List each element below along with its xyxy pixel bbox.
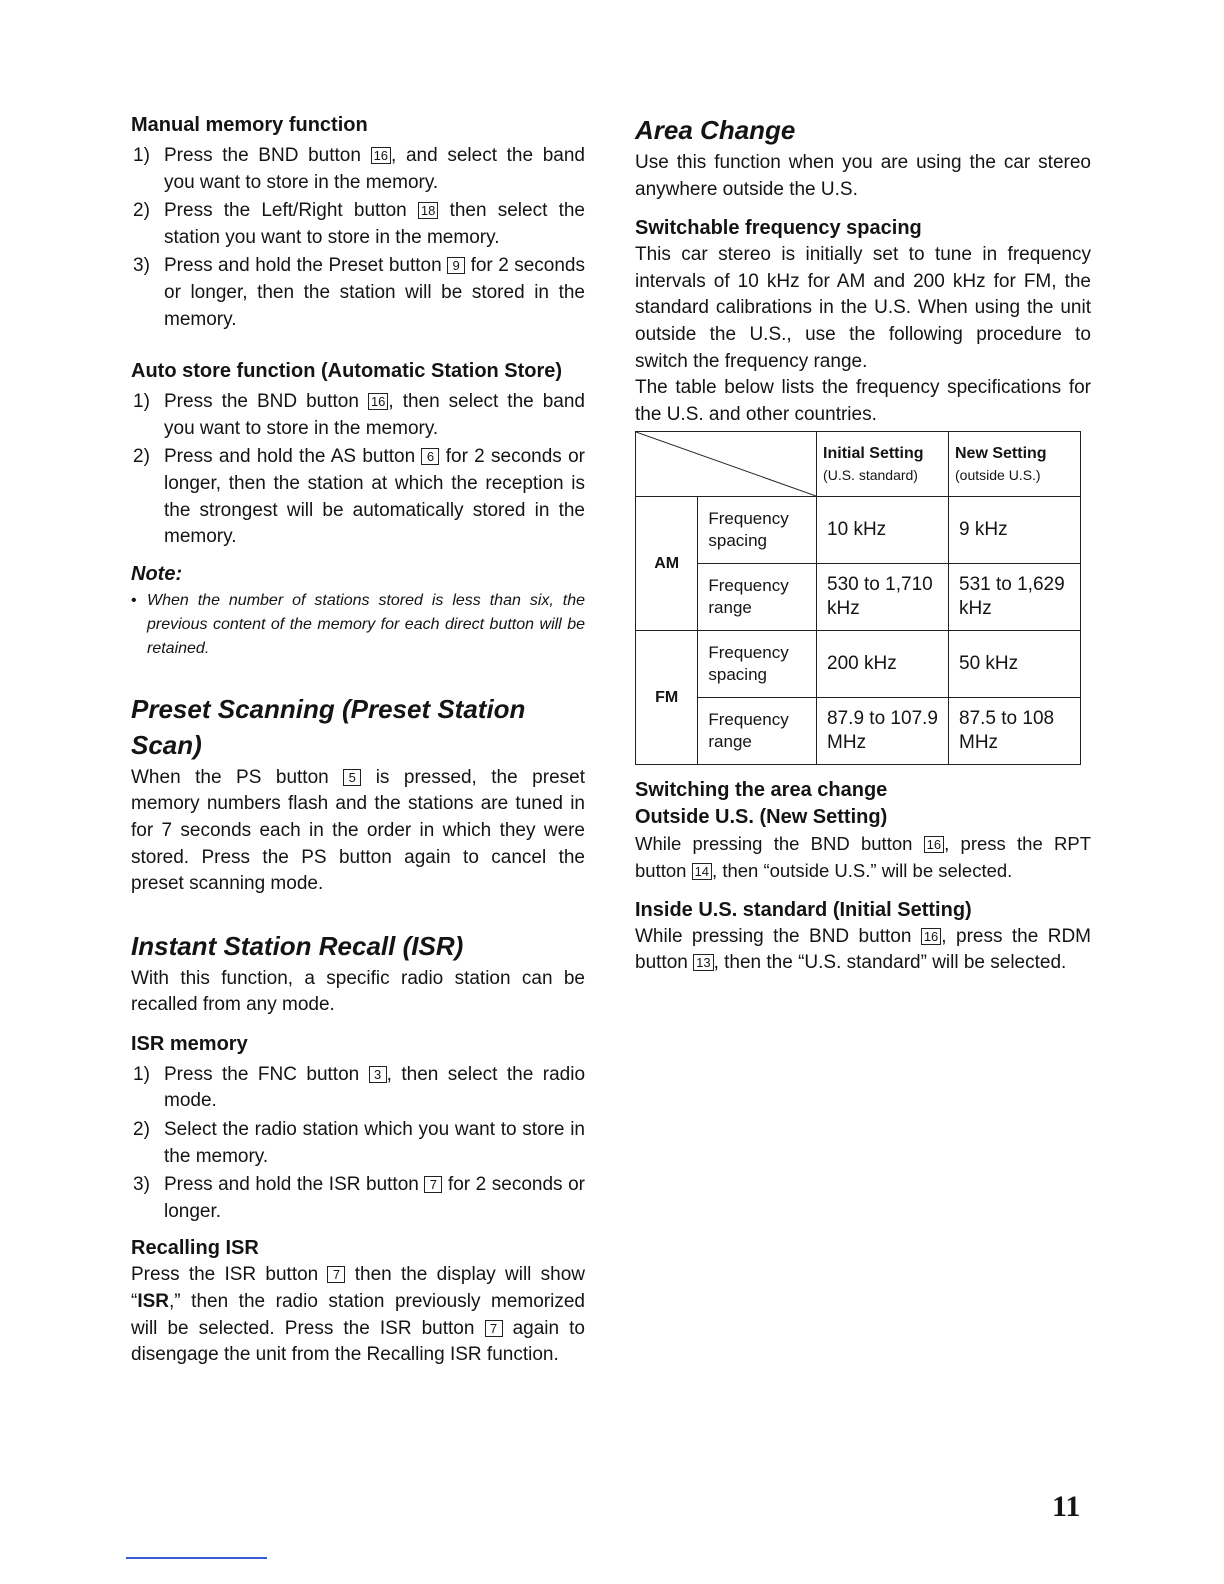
- spacing-text: This car stereo is initially set to tune in frequency intervals of 10 kHz for AM and 200 kHz for FM, the standard calibrations in the U.S. When using the unit outside the U.S., use the following procedure to switch the frequency range.: [635, 244, 1091, 372]
- button-key-icon: 18: [418, 202, 438, 219]
- bottom-divider: [126, 1557, 267, 1559]
- button-key-icon: 16: [921, 928, 941, 945]
- table-row: FM Frequency spacing 200 kHz 50 kHz: [636, 631, 1081, 698]
- table-row: Frequency range 530 to 1,710 kHz 531 to 1,629 kHz: [636, 564, 1081, 631]
- area-change-heading: Area Change: [635, 115, 796, 145]
- note-heading: Note:: [131, 562, 183, 585]
- list-item: 1) Press the FNC button 3 , then select the radio mode.: [133, 1063, 586, 1112]
- list-item: 3) Press and hold the ISR button 7 for 2 seconds or longer.: [133, 1174, 585, 1222]
- switching-heading: Switching the area change: [635, 779, 888, 802]
- header-new: New Setting (outside U.S.): [949, 432, 1081, 497]
- isr-memory-heading: ISR memory: [131, 1032, 248, 1055]
- button-key-icon: 3: [369, 1066, 387, 1083]
- right-column: [635, 112, 1091, 977]
- button-key-icon: 16: [924, 836, 944, 853]
- isr-intro: With this function, a specific radio station can be recalled from any mode.: [131, 967, 585, 1016]
- list-item: 2) Press the Left/Right button 18 then select the station you want to store in the memory.: [133, 200, 585, 248]
- button-key-icon: 7: [485, 1320, 503, 1337]
- frequency-spec-table: [635, 431, 1081, 765]
- list-item: 2) Select the radio station which you want to store in the memory.: [133, 1119, 585, 1167]
- button-key-icon: 13: [693, 954, 713, 971]
- table-header-row: [636, 432, 1081, 497]
- list-item: 1) Press the BND button 16 , and select the band you want to store in the memory.: [133, 145, 585, 193]
- inside-us-text: While pressing the BND button 16 , press the RDM button 13 , then the “U.S. standard” will be selected.: [635, 925, 1092, 974]
- list-item: 1) Press the BND button 16 , then select the band you want to store in the memory.: [133, 391, 585, 439]
- auto-store-steps: [131, 389, 585, 551]
- button-key-icon: 7: [327, 1266, 345, 1283]
- button-key-icon: 16: [371, 147, 391, 164]
- band-fm: FM: [636, 631, 698, 765]
- spacing-heading: Switchable frequency spacing: [635, 217, 922, 240]
- list-item: 2) Press and hold the AS button 6 for 2 seconds or longer, then the station at which the reception is the strongest will be automatically stored in the memory.: [133, 446, 585, 548]
- diagonal-line-icon: [636, 432, 816, 496]
- button-key-icon: 6: [421, 448, 439, 465]
- list-item: 3) Press and hold the Preset button 9 for 2 seconds or longer, then the station will be stored in the memory.: [133, 255, 586, 330]
- outside-us-heading: Outside U.S. (New Setting): [635, 806, 888, 829]
- button-key-icon: 9: [447, 257, 465, 274]
- button-key-icon: 14: [692, 863, 712, 880]
- note-text: • When the number of stations stored is less than six, the previous content of the memory for each direct button will be retained.: [131, 589, 585, 661]
- manual-memory-heading: Manual memory function: [131, 114, 368, 136]
- outside-us-text: While pressing the BND button 16 , press the RPT button 14 , then “outside U.S.” will be selected.: [635, 833, 1091, 881]
- button-key-icon: 7: [424, 1176, 442, 1193]
- preset-scanning-text: When the PS button 5 is pressed, the preset memory numbers flash and the stations are tuned in for 7 seconds each in the order in which they were stored. Press the PS button again to cancel the preset scanning mode.: [131, 766, 585, 895]
- table-row: AM Frequency spacing 10 kHz 9 kHz: [636, 497, 1081, 564]
- preset-scanning-heading: Preset Scanning (Preset Station Scan): [131, 693, 526, 760]
- auto-store-heading: Auto store function (Automatic Station Store): [131, 360, 563, 383]
- page-number: 11: [1052, 1490, 1081, 1523]
- header-initial: Initial Setting (U.S. standard): [817, 432, 949, 497]
- table-corner-cell: [636, 432, 817, 497]
- recalling-isr-text: Press the ISR button 7 then the display will show “ISR,” then the radio station previously memorized will be selected. Press the ISR button 7 again to disengage the unit from the Recalling ISR function.: [131, 1264, 586, 1366]
- button-key-icon: 5: [343, 769, 361, 786]
- inside-us-heading: Inside U.S. standard (Initial Setting): [635, 898, 972, 921]
- isr-heading: Instant Station Recall (ISR): [131, 930, 464, 961]
- left-column: [131, 112, 585, 1369]
- button-key-icon: 16: [368, 393, 388, 410]
- manual-memory-steps: [131, 143, 585, 333]
- area-change-intro: Use this function when you are using the car stereo anywhere outside the U.S.: [635, 152, 1091, 200]
- band-am: AM: [636, 497, 698, 631]
- table-row: Frequency range 87.9 to 107.9 MHz 87.5 to 108 MHz: [636, 698, 1081, 765]
- spacing-table-intro: The table below lists the frequency specifications for the U.S. and other countries.: [635, 377, 1091, 425]
- recalling-isr-heading: Recalling ISR: [131, 1237, 259, 1260]
- isr-memory-steps: [131, 1062, 585, 1226]
